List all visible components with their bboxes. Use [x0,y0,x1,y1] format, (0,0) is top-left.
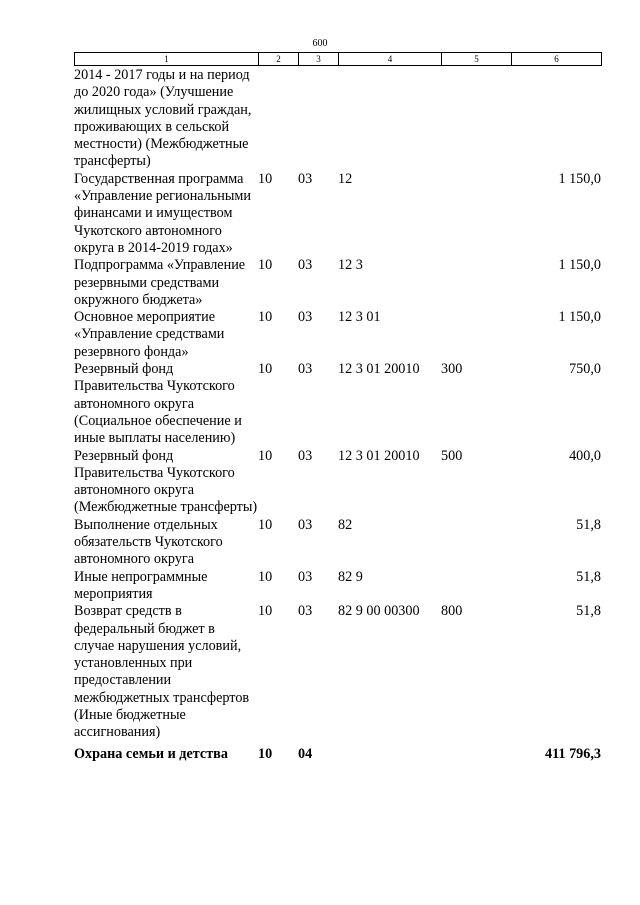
row-name: Резервный фонд Правительства Чукотского автономного округа (Межбюджетные трансферты) [74,447,258,516]
header-col-4: 4 [339,53,442,66]
row-amount: 750,0 [569,361,601,378]
row-section: 10 [258,361,273,378]
table-row [74,309,601,361]
row-section: 10 [258,170,273,187]
table-row [74,517,601,569]
budget-table [74,67,601,763]
row-target-article [338,67,441,171]
header-col-1: 1 [75,53,259,66]
row-subsection [298,67,338,171]
table-header [74,52,602,66]
table-row [74,257,601,309]
row-expense-type [441,67,511,171]
row-target-article [338,742,441,763]
row-subsection: 03 [298,257,313,274]
row-expense-type [441,257,511,309]
row-expense-type [441,171,511,257]
table-row [74,603,601,741]
row-amount: 1 150,0 [558,309,601,326]
row-subsection: 03 [298,516,313,533]
row-target-article: 12 3 01 [338,309,381,326]
row-subsection: 03 [298,447,313,464]
row-amount: 1 150,0 [558,170,601,187]
row-section: 10 [258,568,273,585]
row-target-article: 82 9 00 00300 [338,603,420,620]
table-row [74,448,601,517]
table-row [74,361,601,447]
row-name: 2014 - 2017 годы и на период до 2020 года» (Улучшение жилищных условий граждан, проживающих в сельской местности) (Межбюджетные трансферты) [74,67,252,170]
row-amount [511,67,601,171]
row-section: 10 [258,257,273,274]
row-expense-type: 300 [441,361,463,378]
row-section: 10 [258,516,273,533]
row-section: 10 [258,745,273,762]
row-subsection: 03 [298,603,313,620]
row-amount: 411 796,3 [545,745,601,762]
row-section: 10 [258,603,273,620]
row-amount: 51,8 [576,516,601,533]
header-col-3: 3 [299,53,339,66]
table-row [74,742,601,763]
row-amount: 51,8 [576,603,601,620]
row-name: Выполнение отдельных обязательств Чукотского автономного округа [74,516,223,568]
row-expense-type [441,517,511,569]
row-target-article: 12 3 01 20010 [338,447,420,464]
row-target-article: 12 [338,170,353,187]
row-expense-type [441,309,511,361]
row-amount: 400,0 [569,447,601,464]
header-col-5: 5 [442,53,512,66]
table-row [74,569,601,604]
row-name: Государственная программа «Управление региональными финансами и имуществом Чукотского автономного округа в 2014-2019 годах» [74,170,251,256]
row-subsection: 03 [298,361,313,378]
row-name: Возврат средств в федеральный бюджет в случае нарушения условий, установленных при предоставлении межбюджетных трансфертов (Иные бюджетные ассигнования) [74,603,250,741]
row-section [258,67,298,171]
header-col-6: 6 [512,53,602,66]
row-target-article: 12 3 [338,257,363,274]
row-subsection: 03 [298,309,313,326]
row-section: 10 [258,447,273,464]
row-target-article: 82 9 [338,568,363,585]
row-section: 10 [258,309,273,326]
row-amount: 1 150,0 [558,257,601,274]
row-expense-type: 800 [441,603,463,620]
row-expense-type [441,569,511,604]
row-name: Иные непрограммные мероприятия [74,568,208,602]
row-expense-type [441,742,511,763]
row-amount: 51,8 [576,568,601,585]
row-subsection: 03 [298,568,313,585]
row-name: Резервный фонд Правительства Чукотского автономного округа (Социальное обеспечение и иные выплаты населению) [74,361,242,447]
row-name: Основное мероприятие «Управление средствами резервного фонда» [74,309,225,360]
row-expense-type: 500 [441,447,463,464]
row-subsection: 03 [298,170,313,187]
row-target-article: 12 3 01 20010 [338,361,420,378]
row-target-article: 82 [338,516,353,533]
row-subsection: 04 [298,745,313,762]
row-name: Подпрограмма «Управление резервными средствами окружного бюджета» [74,257,246,308]
row-name: Охрана семьи и детства [74,745,228,762]
page-number: 600 [312,38,328,49]
table-row [74,171,601,257]
table-row [74,67,601,171]
header-col-2: 2 [259,53,299,66]
